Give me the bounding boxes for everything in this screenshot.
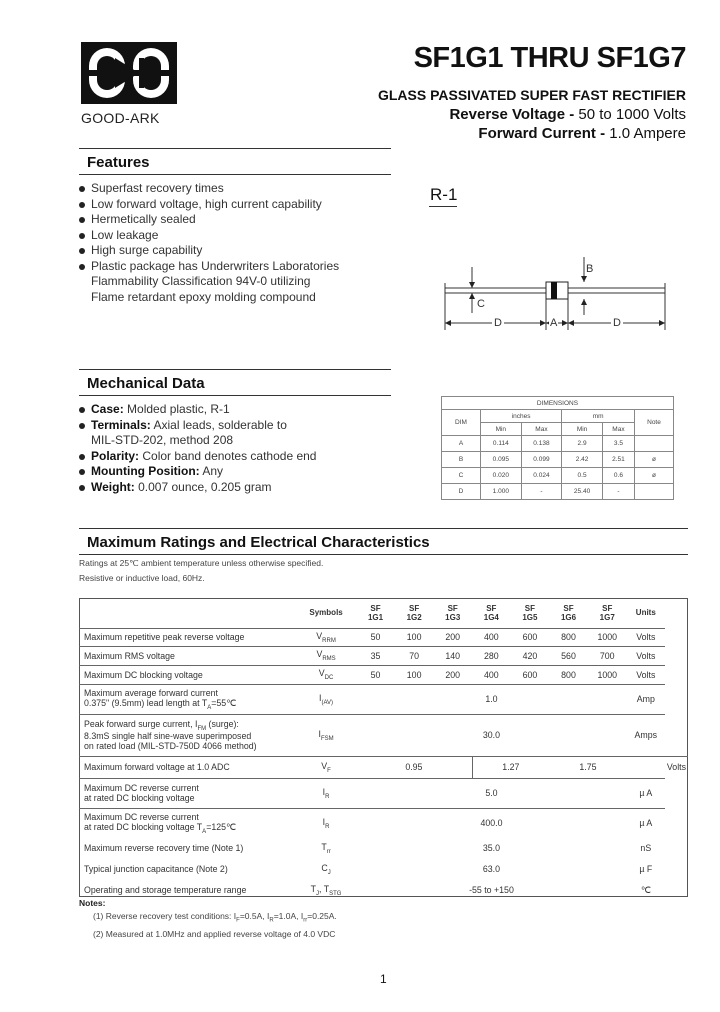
- features-bottom-rule: [79, 174, 391, 175]
- list-item: Case: Molded plastic, R-1: [79, 402, 399, 418]
- cell: 50: [356, 665, 395, 684]
- cell: 25.40: [562, 484, 603, 500]
- param-label: Maximum DC reverse current at rated DC blocking voltage $T_A=125℃$: [79, 808, 296, 838]
- table-row: [79, 858, 688, 880]
- symbol: $I_{(AV)}$: [296, 684, 356, 714]
- col-part: SF 1G4: [483, 603, 499, 622]
- cell: 0.138: [521, 436, 562, 452]
- cell: 400: [472, 628, 511, 646]
- col-units: Units: [635, 608, 656, 618]
- list-item: Terminals: Axial leads, solderable to: [79, 418, 399, 434]
- col-part: SF 1G7: [599, 603, 615, 622]
- col-max: Max: [521, 423, 562, 436]
- page-number: 1: [380, 972, 387, 986]
- ratings-bottom-rule: [79, 554, 688, 555]
- list-item: Low leakage: [79, 228, 399, 244]
- unit: µ A: [627, 778, 665, 808]
- list-item: Polarity: Color band denotes cathode end: [79, 449, 399, 465]
- dimensions-title: DIMENSIONS: [442, 397, 674, 410]
- cell: D: [442, 484, 481, 500]
- table-row: [79, 808, 688, 838]
- notes-title: Notes:: [79, 898, 106, 908]
- table-row: [79, 646, 688, 665]
- mechanical-list: [79, 402, 399, 495]
- param-label: Typical junction capacitance (Note 2): [84, 864, 228, 874]
- good-ark-logo: [81, 42, 177, 104]
- cell: 200: [433, 628, 472, 646]
- cell: -: [602, 484, 634, 500]
- dim-label-c: C: [477, 298, 485, 310]
- product-subtitle: GLASS PASSIVATED SUPER FAST RECTIFIER: [377, 87, 686, 103]
- col-symbols: Symbols: [309, 608, 343, 618]
- param-label: Operating and storage temperature range: [84, 885, 247, 895]
- unit: Amp: [627, 684, 665, 714]
- list-item-continuation: Flammability Classification 94V-0 utilizing: [91, 274, 311, 288]
- cell: 35: [356, 646, 395, 665]
- cell: 560: [549, 646, 588, 665]
- table-row: [79, 628, 688, 646]
- note-1: (1) Reverse recovery test conditions: $I_F=0.5A$, $I_R=1.0A$, $I_{rr}=0.25A$.: [93, 911, 337, 924]
- list-item: Mounting Position: Any: [79, 464, 399, 480]
- list-item: Low forward voltage, high current capability: [79, 197, 399, 213]
- symbol: $V_{RMS}$: [296, 646, 356, 665]
- cell: 140: [433, 646, 472, 665]
- col-part: SF 1G5: [522, 603, 538, 622]
- cell: 3.5: [602, 436, 634, 452]
- col-part: SF 1G3: [445, 603, 461, 622]
- col-part: SF 1G1: [367, 603, 384, 622]
- col-mm: mm: [562, 410, 635, 423]
- list-item: Superfast recovery times: [79, 181, 399, 197]
- col-max: Max: [602, 423, 634, 436]
- unit: Volts: [627, 665, 665, 684]
- cell: 0.95: [356, 756, 472, 778]
- notes: [79, 897, 337, 941]
- cell: 0.6: [602, 468, 634, 484]
- mechanical-heading: Mechanical Data: [87, 375, 205, 392]
- cell: -55 to +150: [469, 885, 514, 895]
- table-row: [442, 452, 674, 468]
- cell: 70: [395, 646, 434, 665]
- symbol: $V_F$: [296, 756, 356, 778]
- cell: 5.0: [356, 778, 626, 808]
- symbol: $V_{DC}$: [296, 665, 356, 684]
- col-part: SF 1G2: [406, 603, 422, 622]
- cell: [635, 484, 674, 500]
- reverse-voltage-line: Reverse Voltage - 50 to 1000 Volts: [449, 106, 686, 123]
- col-dim: DIM: [442, 410, 481, 436]
- table-row: [442, 436, 674, 452]
- features-heading: Features: [87, 154, 150, 171]
- unit: Volts: [665, 756, 688, 778]
- mechanical-top-rule: [79, 369, 391, 370]
- part-title: SF1G1 THRU SF1G7: [413, 42, 686, 74]
- ratings-heading: Maximum Ratings and Electrical Characteristics: [87, 534, 430, 551]
- cell: 63.0: [482, 864, 501, 874]
- ratings-note-load: Resistive or inductive load, 60Hz.: [79, 573, 205, 583]
- features-top-rule: [79, 148, 391, 149]
- dim-label-a: A: [550, 317, 558, 329]
- cell: ø: [635, 468, 674, 484]
- unit: Volts: [627, 628, 665, 646]
- cell: 2.42: [562, 452, 603, 468]
- symbol: $T_{rr}$: [321, 841, 331, 855]
- dim-label-d-left: D: [494, 317, 502, 329]
- cell: 2.51: [602, 452, 634, 468]
- cell: 1000: [588, 628, 627, 646]
- package-name-underline: [429, 206, 457, 207]
- list-item: High surge capability: [79, 243, 399, 259]
- cell: [635, 436, 674, 452]
- cell: 600: [511, 665, 550, 684]
- cell: 800: [549, 665, 588, 684]
- table-row: [79, 838, 688, 858]
- dimensions-table: [441, 396, 674, 500]
- cell: ø: [635, 452, 674, 468]
- symbol: $V_{RRM}$: [296, 628, 356, 646]
- cell: 0.020: [481, 468, 522, 484]
- cell: 0.5: [562, 468, 603, 484]
- table-row: [442, 468, 674, 484]
- cell: 400.0: [356, 808, 626, 838]
- symbol: $I_R$: [296, 808, 356, 838]
- cell: B: [442, 452, 481, 468]
- param-label: Maximum repetitive peak reverse voltage: [79, 628, 296, 646]
- unit: µ A: [627, 808, 665, 838]
- unit: nS: [640, 843, 652, 853]
- symbol: $C_J$: [321, 862, 331, 876]
- cell: 35.0: [482, 843, 501, 853]
- unit: µ F: [639, 864, 653, 874]
- cell: 1.000: [481, 484, 522, 500]
- cell: 0.099: [521, 452, 562, 468]
- unit: Amps: [627, 714, 665, 756]
- cell: 700: [588, 646, 627, 665]
- symbol: $T_J$, $T_{STG}$: [310, 883, 342, 897]
- list-item: Plastic package has Underwriters Laboratories: [79, 259, 399, 275]
- symbol: $I_{FSM}$: [296, 714, 356, 756]
- forward-current-line: Forward Current - 1.0 Ampere: [478, 125, 686, 142]
- cell: 600: [511, 628, 550, 646]
- cell: 30.0: [356, 714, 626, 756]
- unit: ℃: [640, 884, 651, 895]
- list-item-continuation: Flame retardant epoxy molding compound: [91, 289, 316, 304]
- param-label: Maximum reverse recovery time (Note 1): [84, 843, 244, 853]
- cell: -: [521, 484, 562, 500]
- param-label: Maximum DC blocking voltage: [79, 665, 296, 684]
- cell: C: [442, 468, 481, 484]
- cell: 0.024: [521, 468, 562, 484]
- table-row: [79, 778, 688, 808]
- col-note: Note: [635, 410, 674, 436]
- features-list: [79, 181, 399, 305]
- table-row: [79, 714, 688, 756]
- ratings-header-row: [79, 598, 688, 628]
- cell: 400: [472, 665, 511, 684]
- dim-label-b: B: [586, 263, 594, 275]
- cell: 420: [511, 646, 550, 665]
- table-row: [79, 665, 688, 684]
- header-specs: [378, 86, 686, 143]
- company-name: GOOD-ARK: [81, 110, 160, 126]
- param-label: Maximum forward voltage at 1.0 ADC: [79, 756, 296, 778]
- ratings-table: [79, 598, 688, 900]
- ratings-top-rule: [79, 528, 688, 529]
- param-label: Maximum DC reverse current at rated DC blocking voltage: [79, 778, 296, 808]
- table-row: [442, 484, 674, 500]
- col-part: SF 1G6: [560, 603, 577, 622]
- unit: Volts: [627, 646, 665, 665]
- cell: 100: [395, 665, 434, 684]
- list-item-continuation: MIL-STD-202, method 208: [91, 433, 234, 447]
- col-min: Min: [481, 423, 522, 436]
- col-inches: inches: [481, 410, 562, 423]
- cell: 100: [395, 628, 434, 646]
- param-label: Maximum RMS voltage: [79, 646, 296, 665]
- ratings-note-ambient: Ratings at 25℃ ambient temperature unless otherwise specified.: [79, 558, 324, 568]
- dim-label-d-right: D: [613, 317, 621, 329]
- cell: 1000: [588, 665, 627, 684]
- param-label: Maximum average forward current 0.375" (9.5mm) lead length at $T_A=55℃$: [79, 684, 296, 714]
- table-row: [79, 684, 688, 714]
- cell: 1.0: [356, 684, 626, 714]
- package-name: R-1: [430, 185, 458, 204]
- table-row: [79, 756, 688, 778]
- cell: 50: [356, 628, 395, 646]
- param-label: Peak forward surge current, $I_{FM}$ (surge): 8.3mS single half sine-wave superimposed on rated load (MIL-STD-750D 4066 method): [79, 714, 296, 756]
- symbol: $I_R$: [296, 778, 356, 808]
- cell: 800: [549, 628, 588, 646]
- cell: 1.75: [549, 756, 626, 778]
- col-min: Min: [562, 423, 603, 436]
- mechanical-bottom-rule: [79, 395, 391, 396]
- list-item: Hermetically sealed: [79, 212, 399, 228]
- cell: 200: [433, 665, 472, 684]
- cell: 0.095: [481, 452, 522, 468]
- cell: 0.114: [481, 436, 522, 452]
- list-item: Weight: 0.007 ounce, 0.205 gram: [79, 480, 399, 496]
- cell: 2.9: [562, 436, 603, 452]
- note-2: (2) Measured at 1.0MHz and applied reverse voltage of 4.0 VDC: [93, 928, 336, 939]
- cell: 280: [472, 646, 511, 665]
- cell: 1.27: [472, 756, 549, 778]
- cell: A: [442, 436, 481, 452]
